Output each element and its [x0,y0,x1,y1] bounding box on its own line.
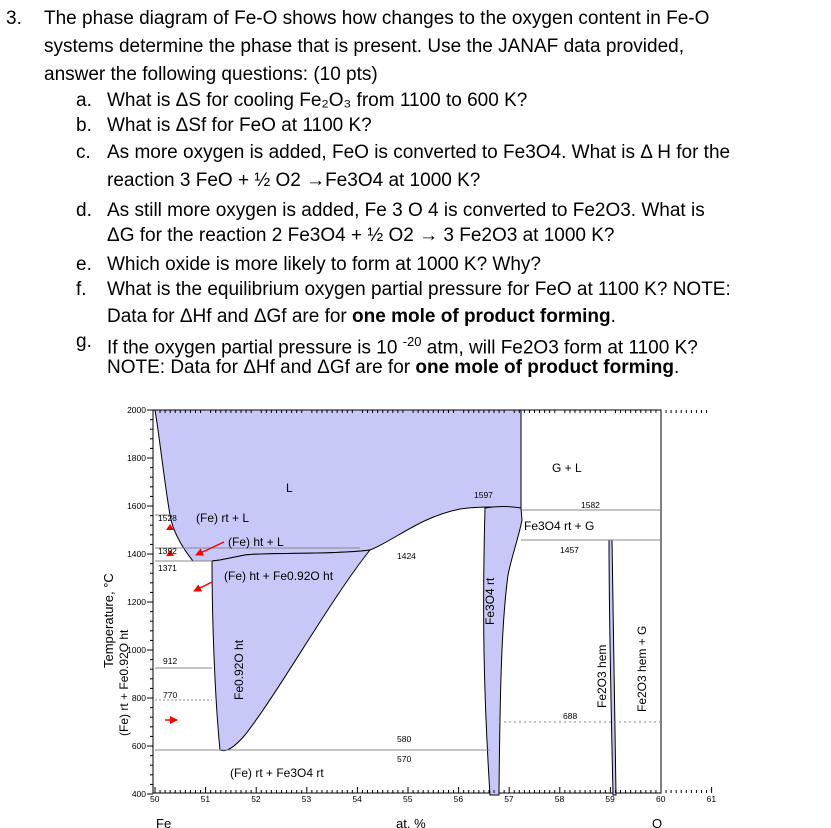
phase-label-wustite: Fe0.92O ht [232,639,246,700]
intro-line-1: The phase diagram of Fe-O shows how changes to the oxygen content in Fe-O [44,8,710,29]
item-c-line-1: As more oxygen is added, FeO is converted to Fe3O4. What is Δ H for the [107,142,731,163]
y-tick-label: 1200 [127,597,146,607]
x-tick-label: 53 [301,794,312,804]
x-tick-label: 55 [403,794,413,804]
x-tick-label: 61 [706,794,717,804]
x-end-label: O [652,816,663,828]
liquid-region [155,410,521,561]
temp-label-1424: 1424 [397,551,416,561]
phase-label-fe-rt-wustite: (Fe) rt + Fe0.92O ht [117,629,131,736]
arrow-fe-ht-wustite [194,582,212,591]
phase-label-fe-rt-magnetite: (Fe) rt + Fe3O4 rt [230,766,324,780]
y-tick-label: 1400 [127,549,146,559]
magnetite-region [484,507,522,796]
phase-label-fe-rt-liquid: (Fe) rt + L [196,511,250,525]
y-tick-label: 2000 [127,405,146,415]
temp-label-1392: 1392 [158,546,177,556]
temp-label-1457: 1457 [560,545,579,555]
x-tick-label: 57 [504,794,514,804]
item-f-letter: f. [76,279,87,300]
item-a-letter: a. [76,90,92,111]
intro-line-2: systems determine the phase that is present. Use the JANAF data provided, [44,36,684,57]
phase-label-fe-ht-liquid: (Fe) ht + L [228,535,284,549]
item-g-exponent: -20 [402,334,422,349]
item-c-line-2: reaction 3 FeO + ½ O2 →Fe3O4 at 1000 K? [107,170,481,191]
item-f-line-1: What is the equilibrium oxygen partial pressure for FeO at 1100 K? NOTE: [107,279,731,300]
x-tick-label: 56 [453,794,464,804]
x-tick-label: 52 [251,794,261,804]
hematite-region [609,540,616,795]
temp-label-1528: 1528 [158,513,177,523]
item-e-text: Which oxide is more likely to form at 1000 K? Why? [107,254,542,275]
item-c-letter: c. [76,142,91,163]
temp-label-570: 570 [397,754,412,764]
item-g-note-prefix: NOTE: Data for ΔHf and ΔGf are for [107,357,416,378]
phase-label-liquid: L [286,481,293,495]
temp-label-1582: 1582 [581,500,600,510]
phase-label-gas-liquid: G + L [552,461,582,475]
item-b-letter: b. [76,115,92,136]
phase-label-magnetite: Fe3O4 rt [483,577,497,625]
item-f-note-prefix: Data for ΔHf and ΔGf are for [107,306,353,327]
temp-label-1597: 1597 [474,490,493,500]
problem-number: 3. [6,8,22,29]
item-f-note-bold: one mole of product forming [352,306,611,327]
phase-label-hematite-gas: Fe2O3 hem + G [635,625,649,712]
x-tick-label: 51 [200,794,211,804]
item-g-suffix: atm, will Fe2O3 form at 1100 K? [421,337,698,359]
fe-o-phase-diagram [0,395,831,828]
x-tick-label: 60 [656,794,666,804]
phase-regions [155,410,616,795]
item-g-line-2 [107,354,679,382]
x-tick-label: 59 [605,794,615,804]
temp-label-1371: 1371 [158,563,177,573]
item-g-note-bold: one mole of product forming [415,357,674,378]
item-e-letter: e. [76,254,92,275]
item-g-note-suffix: . [673,357,680,378]
y-tick-label: 400 [131,789,146,799]
temp-label-912: 912 [163,656,178,666]
item-f-line-2 [107,303,616,331]
item-f-note-suffix: . [610,306,616,327]
y-tick-label: 800 [131,693,146,703]
item-b-text: What is ΔSf for FeO at 1100 K? [107,115,372,136]
x-axis-title: at. % [396,816,426,828]
x-tick-label: 58 [554,794,565,804]
item-d-line-2: ΔG for the reaction 2 Fe3O4 + ½ O2 → 3 Fe2O3 at 1000 K? [107,225,615,246]
item-g-letter: g. [76,331,92,352]
y-tick-label: 1600 [127,501,146,511]
item-g-prefix: If the oxygen partial pressure is 10 [107,337,403,359]
x-tick-label: 50 [150,794,160,804]
y-axis-title: Temperature, °C [101,573,116,668]
x-tick-label: 54 [352,794,362,804]
y-tick-label: 1800 [127,453,146,463]
y-tick-label: 1000 [127,645,146,655]
y-axis [127,405,153,799]
phase-label-hematite: Fe2O3 hem [595,644,609,708]
x-start-label: Fe [156,816,172,828]
temp-label-580: 580 [397,734,412,744]
phase-label-magnetite-gas: Fe3O4 rt + G [524,519,595,533]
temp-label-688: 688 [563,711,578,721]
item-d-letter: d. [76,200,92,221]
item-d-line-1: As still more oxygen is added, Fe 3 O 4 is converted to Fe2O3. What is [107,200,705,221]
intro-line-3: answer the following questions: (10 pts) [44,64,378,85]
phase-label-fe-ht-wustite: (Fe) ht + Fe0.92O ht [224,569,334,583]
temp-label-770: 770 [163,690,178,700]
y-tick-label: 600 [131,741,146,751]
item-a-text: What is ΔS for cooling Fe₂O₃ from 1100 to 600 K? [107,90,528,111]
